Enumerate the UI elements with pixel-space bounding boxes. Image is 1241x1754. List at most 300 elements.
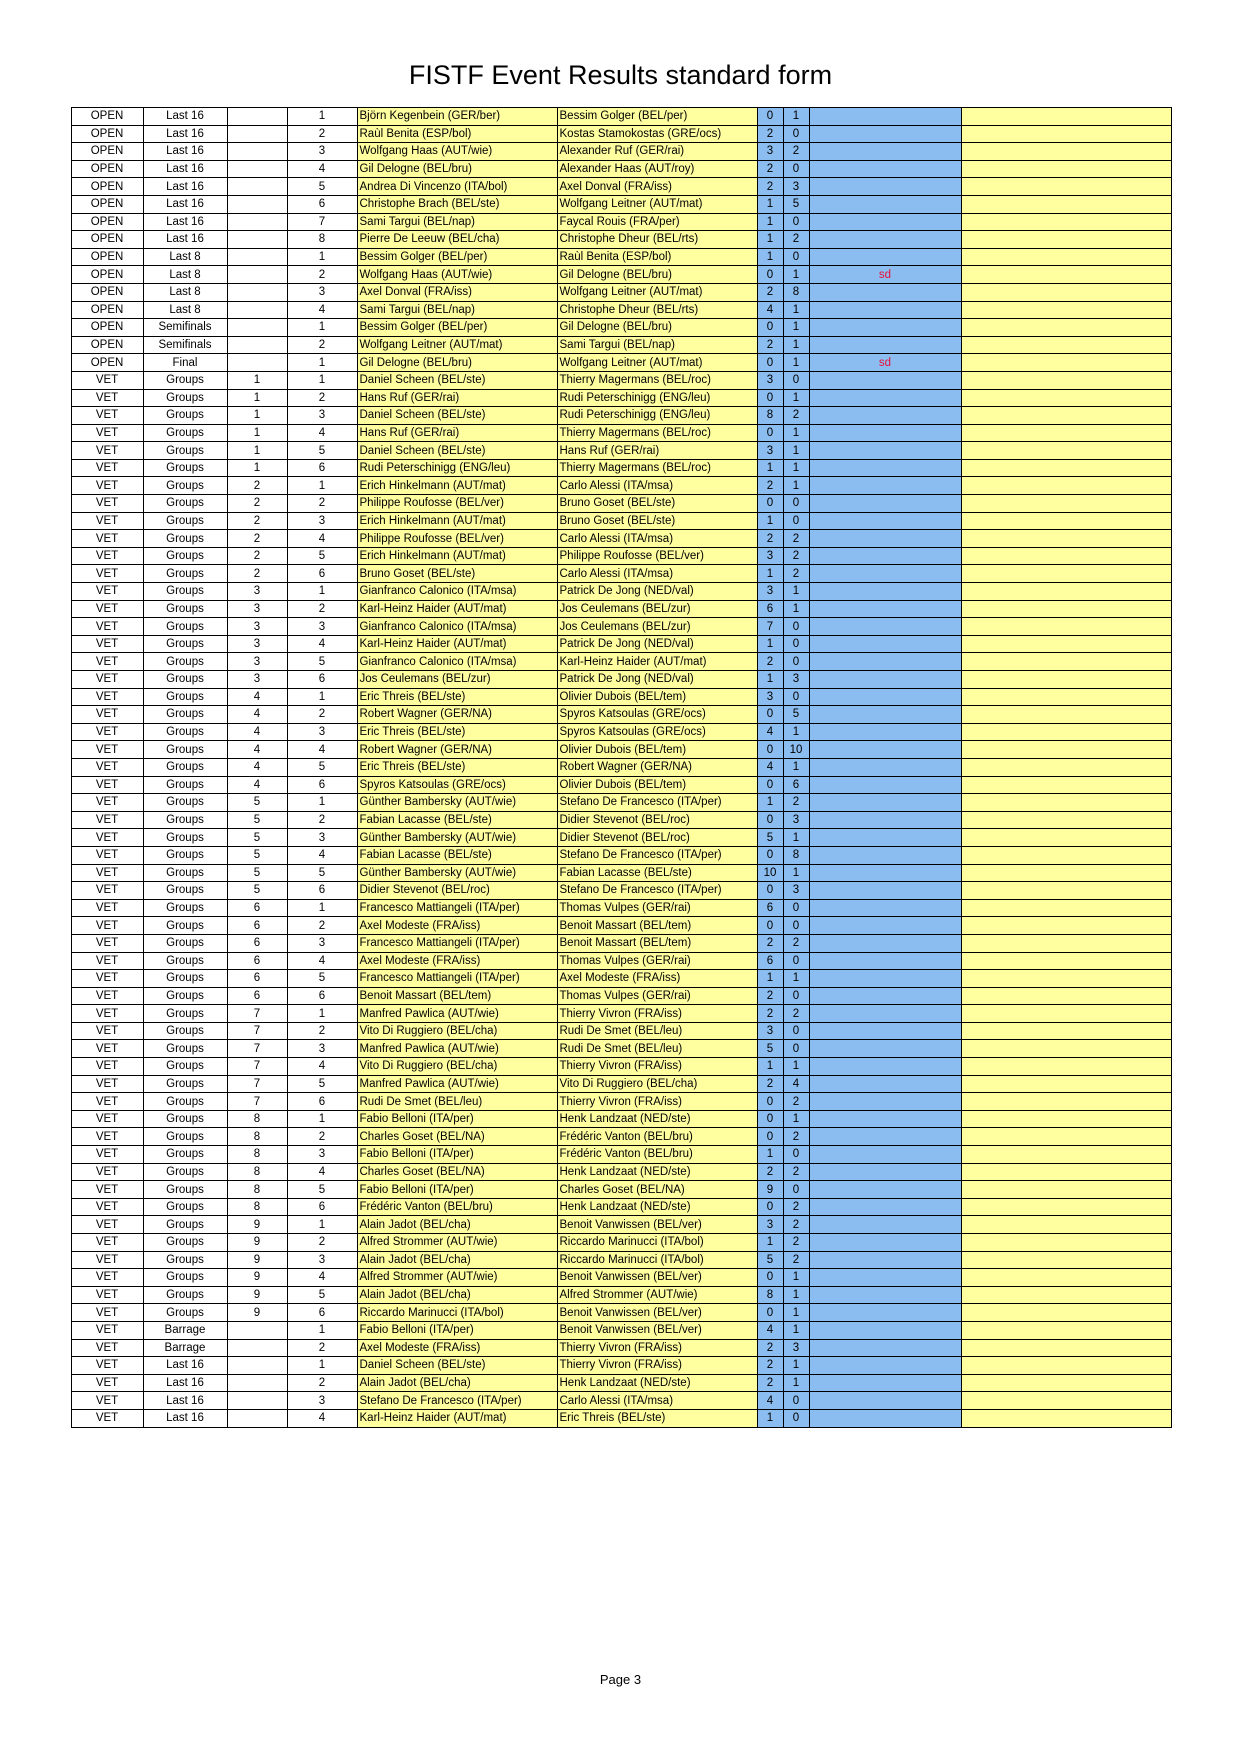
cell-score-two: 0 bbox=[783, 495, 809, 513]
table-row bbox=[71, 389, 1171, 407]
cell-score-one: 6 bbox=[757, 952, 783, 970]
cell-match: 4 bbox=[287, 301, 357, 319]
cell-score-two: 2 bbox=[783, 934, 809, 952]
cell-player-two: Henk Landzaat (NED/ste) bbox=[557, 1374, 757, 1392]
cell-extra bbox=[961, 1251, 1171, 1269]
cell-extra bbox=[961, 934, 1171, 952]
table-row bbox=[71, 442, 1171, 460]
cell-match: 4 bbox=[287, 952, 357, 970]
table-row bbox=[71, 600, 1171, 618]
cell-round: Groups bbox=[143, 917, 227, 935]
cell-score-one: 1 bbox=[757, 459, 783, 477]
cell-note bbox=[809, 213, 961, 231]
table-row bbox=[71, 1128, 1171, 1146]
cell-player-two: Charles Goset (BEL/NA) bbox=[557, 1181, 757, 1199]
cell-category: VET bbox=[71, 758, 143, 776]
cell-extra bbox=[961, 283, 1171, 301]
cell-round: Groups bbox=[143, 407, 227, 425]
cell-note bbox=[809, 987, 961, 1005]
cell-note bbox=[809, 108, 961, 126]
cell-player-one: Francesco Mattiangeli (ITA/per) bbox=[357, 970, 557, 988]
cell-score-one: 0 bbox=[757, 741, 783, 759]
table-row bbox=[71, 1392, 1171, 1410]
cell-player-one: Fabian Lacasse (BEL/ste) bbox=[357, 846, 557, 864]
cell-note bbox=[809, 1022, 961, 1040]
cell-group: 8 bbox=[227, 1163, 287, 1181]
cell-player-two: Bessim Golger (BEL/per) bbox=[557, 108, 757, 126]
cell-extra bbox=[961, 1304, 1171, 1322]
cell-category: VET bbox=[71, 653, 143, 671]
cell-extra bbox=[961, 758, 1171, 776]
cell-round: Groups bbox=[143, 882, 227, 900]
cell-group bbox=[227, 354, 287, 372]
cell-group: 5 bbox=[227, 829, 287, 847]
cell-player-one: Manfred Pawlica (AUT/wie) bbox=[357, 1040, 557, 1058]
cell-category: OPEN bbox=[71, 213, 143, 231]
cell-extra bbox=[961, 195, 1171, 213]
cell-score-one: 0 bbox=[757, 1304, 783, 1322]
cell-extra bbox=[961, 565, 1171, 583]
cell-player-two: Olivier Dubois (BEL/tem) bbox=[557, 688, 757, 706]
cell-player-two: Thierry Vivron (FRA/iss) bbox=[557, 1339, 757, 1357]
cell-score-two: 1 bbox=[783, 424, 809, 442]
cell-group: 4 bbox=[227, 758, 287, 776]
cell-player-two: Spyros Katsoulas (GRE/ocs) bbox=[557, 706, 757, 724]
cell-group: 4 bbox=[227, 723, 287, 741]
cell-player-one: Didier Stevenot (BEL/roc) bbox=[357, 882, 557, 900]
cell-score-one: 5 bbox=[757, 1251, 783, 1269]
cell-extra bbox=[961, 1058, 1171, 1076]
cell-score-two: 2 bbox=[783, 1005, 809, 1023]
cell-extra bbox=[961, 741, 1171, 759]
cell-category: VET bbox=[71, 635, 143, 653]
cell-category: VET bbox=[71, 1058, 143, 1076]
cell-group bbox=[227, 319, 287, 337]
cell-score-two: 2 bbox=[783, 1216, 809, 1234]
cell-player-two: Patrick De Jong (NED/val) bbox=[557, 635, 757, 653]
table-row bbox=[71, 583, 1171, 601]
cell-score-two: 1 bbox=[783, 1374, 809, 1392]
cell-group: 2 bbox=[227, 530, 287, 548]
table-row bbox=[71, 618, 1171, 636]
cell-category: VET bbox=[71, 389, 143, 407]
cell-score-two: 8 bbox=[783, 283, 809, 301]
cell-player-one: Wolfgang Haas (AUT/wie) bbox=[357, 143, 557, 161]
cell-note bbox=[809, 301, 961, 319]
cell-match: 1 bbox=[287, 1357, 357, 1375]
cell-category: OPEN bbox=[71, 108, 143, 126]
cell-score-one: 1 bbox=[757, 1058, 783, 1076]
cell-score-one: 1 bbox=[757, 970, 783, 988]
cell-category: OPEN bbox=[71, 354, 143, 372]
cell-player-one: Robert Wagner (GER/NA) bbox=[357, 741, 557, 759]
cell-group bbox=[227, 1409, 287, 1427]
cell-score-two: 0 bbox=[783, 125, 809, 143]
cell-group: 5 bbox=[227, 846, 287, 864]
cell-round: Groups bbox=[143, 1005, 227, 1023]
cell-score-one: 0 bbox=[757, 495, 783, 513]
cell-round: Semifinals bbox=[143, 319, 227, 337]
cell-category: VET bbox=[71, 829, 143, 847]
cell-score-two: 1 bbox=[783, 1058, 809, 1076]
cell-category: VET bbox=[71, 811, 143, 829]
table-row bbox=[71, 741, 1171, 759]
table-row bbox=[71, 952, 1171, 970]
cell-score-two: 5 bbox=[783, 706, 809, 724]
cell-extra bbox=[961, 1146, 1171, 1164]
cell-note bbox=[809, 231, 961, 249]
cell-match: 5 bbox=[287, 547, 357, 565]
cell-player-one: Charles Goset (BEL/NA) bbox=[357, 1128, 557, 1146]
table-row bbox=[71, 248, 1171, 266]
cell-player-one: Sami Targui (BEL/nap) bbox=[357, 213, 557, 231]
cell-group: 1 bbox=[227, 424, 287, 442]
cell-player-two: Spyros Katsoulas (GRE/ocs) bbox=[557, 723, 757, 741]
cell-round: Groups bbox=[143, 424, 227, 442]
cell-round: Groups bbox=[143, 688, 227, 706]
cell-score-one: 3 bbox=[757, 688, 783, 706]
cell-player-two: Carlo Alessi (ITA/msa) bbox=[557, 1392, 757, 1410]
cell-round: Groups bbox=[143, 723, 227, 741]
cell-category: OPEN bbox=[71, 125, 143, 143]
cell-group bbox=[227, 160, 287, 178]
cell-note bbox=[809, 794, 961, 812]
cell-score-two: 0 bbox=[783, 1392, 809, 1410]
cell-category: VET bbox=[71, 1286, 143, 1304]
cell-match: 5 bbox=[287, 1286, 357, 1304]
cell-extra bbox=[961, 706, 1171, 724]
cell-score-two: 1 bbox=[783, 336, 809, 354]
cell-match: 4 bbox=[287, 846, 357, 864]
cell-category: VET bbox=[71, 530, 143, 548]
cell-player-one: Daniel Scheen (BEL/ste) bbox=[357, 442, 557, 460]
cell-score-two: 1 bbox=[783, 301, 809, 319]
table-row bbox=[71, 1110, 1171, 1128]
cell-round: Groups bbox=[143, 758, 227, 776]
cell-round: Last 16 bbox=[143, 1409, 227, 1427]
cell-score-two: 2 bbox=[783, 1128, 809, 1146]
cell-match: 2 bbox=[287, 1022, 357, 1040]
cell-score-one: 0 bbox=[757, 846, 783, 864]
cell-match: 6 bbox=[287, 1093, 357, 1111]
table-row bbox=[71, 776, 1171, 794]
table-row bbox=[71, 1374, 1171, 1392]
cell-match: 2 bbox=[287, 917, 357, 935]
cell-player-two: Thierry Vivron (FRA/iss) bbox=[557, 1357, 757, 1375]
cell-score-two: 0 bbox=[783, 1040, 809, 1058]
cell-player-one: Bessim Golger (BEL/per) bbox=[357, 248, 557, 266]
cell-note bbox=[809, 1146, 961, 1164]
cell-note bbox=[809, 1128, 961, 1146]
cell-round: Last 16 bbox=[143, 143, 227, 161]
cell-category: VET bbox=[71, 477, 143, 495]
table-row bbox=[71, 1286, 1171, 1304]
cell-group: 7 bbox=[227, 1040, 287, 1058]
cell-player-one: Günther Bambersky (AUT/wie) bbox=[357, 794, 557, 812]
cell-player-one: Pierre De Leeuw (BEL/cha) bbox=[357, 231, 557, 249]
cell-player-two: Vito Di Ruggiero (BEL/cha) bbox=[557, 1075, 757, 1093]
cell-group: 9 bbox=[227, 1251, 287, 1269]
cell-score-two: 6 bbox=[783, 776, 809, 794]
table-row bbox=[71, 1304, 1171, 1322]
table-row bbox=[71, 829, 1171, 847]
cell-score-two: 1 bbox=[783, 723, 809, 741]
cell-extra bbox=[961, 952, 1171, 970]
cell-score-one: 4 bbox=[757, 758, 783, 776]
cell-player-one: Charles Goset (BEL/NA) bbox=[357, 1163, 557, 1181]
cell-category: VET bbox=[71, 424, 143, 442]
cell-player-one: Benoit Massart (BEL/tem) bbox=[357, 987, 557, 1005]
cell-group: 9 bbox=[227, 1234, 287, 1252]
cell-match: 6 bbox=[287, 459, 357, 477]
cell-player-two: Olivier Dubois (BEL/tem) bbox=[557, 741, 757, 759]
cell-player-two: Patrick De Jong (NED/val) bbox=[557, 583, 757, 601]
cell-player-two: Jos Ceulemans (BEL/zur) bbox=[557, 618, 757, 636]
cell-player-two: Riccardo Marinucci (ITA/bol) bbox=[557, 1234, 757, 1252]
cell-group: 9 bbox=[227, 1286, 287, 1304]
cell-round: Last 16 bbox=[143, 195, 227, 213]
cell-player-two: Alexander Haas (AUT/roy) bbox=[557, 160, 757, 178]
cell-score-two: 1 bbox=[783, 829, 809, 847]
table-row bbox=[71, 846, 1171, 864]
cell-score-one: 2 bbox=[757, 1339, 783, 1357]
cell-note bbox=[809, 618, 961, 636]
cell-match: 1 bbox=[287, 1005, 357, 1023]
cell-round: Groups bbox=[143, 934, 227, 952]
cell-player-two: Carlo Alessi (ITA/msa) bbox=[557, 530, 757, 548]
cell-player-two: Thierry Magermans (BEL/roc) bbox=[557, 459, 757, 477]
cell-group bbox=[227, 301, 287, 319]
cell-round: Groups bbox=[143, 547, 227, 565]
cell-player-one: Frédéric Vanton (BEL/bru) bbox=[357, 1198, 557, 1216]
table-row bbox=[71, 1251, 1171, 1269]
cell-score-one: 0 bbox=[757, 1198, 783, 1216]
cell-group: 7 bbox=[227, 1075, 287, 1093]
cell-score-two: 2 bbox=[783, 794, 809, 812]
cell-player-one: Philippe Roufosse (BEL/ver) bbox=[357, 530, 557, 548]
cell-extra bbox=[961, 1409, 1171, 1427]
cell-score-one: 2 bbox=[757, 178, 783, 196]
cell-match: 1 bbox=[287, 108, 357, 126]
cell-player-one: Gil Delogne (BEL/bru) bbox=[357, 160, 557, 178]
cell-score-two: 2 bbox=[783, 407, 809, 425]
cell-score-two: 1 bbox=[783, 1286, 809, 1304]
cell-extra bbox=[961, 301, 1171, 319]
table-row bbox=[71, 424, 1171, 442]
cell-score-two: 3 bbox=[783, 811, 809, 829]
cell-score-one: 6 bbox=[757, 600, 783, 618]
cell-group bbox=[227, 1339, 287, 1357]
cell-category: VET bbox=[71, 934, 143, 952]
cell-score-one: 2 bbox=[757, 530, 783, 548]
cell-group: 3 bbox=[227, 583, 287, 601]
cell-note bbox=[809, 1409, 961, 1427]
cell-player-one: Karl-Heinz Haider (AUT/mat) bbox=[357, 1409, 557, 1427]
table-row bbox=[71, 723, 1171, 741]
cell-player-one: Alfred Strommer (AUT/wie) bbox=[357, 1269, 557, 1287]
cell-category: VET bbox=[71, 1110, 143, 1128]
cell-group: 8 bbox=[227, 1198, 287, 1216]
cell-player-two: Alexander Ruf (GER/rai) bbox=[557, 143, 757, 161]
cell-category: VET bbox=[71, 671, 143, 689]
cell-score-two: 0 bbox=[783, 160, 809, 178]
cell-match: 4 bbox=[287, 741, 357, 759]
cell-note bbox=[809, 125, 961, 143]
cell-match: 1 bbox=[287, 354, 357, 372]
cell-category: VET bbox=[71, 1251, 143, 1269]
cell-score-one: 0 bbox=[757, 108, 783, 126]
cell-extra bbox=[961, 776, 1171, 794]
table-row bbox=[71, 213, 1171, 231]
table-row bbox=[71, 635, 1171, 653]
cell-match: 2 bbox=[287, 266, 357, 284]
cell-match: 1 bbox=[287, 1216, 357, 1234]
cell-player-one: Erich Hinkelmann (AUT/mat) bbox=[357, 547, 557, 565]
cell-extra bbox=[961, 547, 1171, 565]
cell-round: Groups bbox=[143, 1146, 227, 1164]
cell-player-one: Eric Threis (BEL/ste) bbox=[357, 723, 557, 741]
cell-extra bbox=[961, 1022, 1171, 1040]
cell-player-one: Rudi De Smet (BEL/leu) bbox=[357, 1093, 557, 1111]
cell-player-one: Hans Ruf (GER/rai) bbox=[357, 389, 557, 407]
cell-extra bbox=[961, 1040, 1171, 1058]
cell-match: 7 bbox=[287, 213, 357, 231]
cell-note bbox=[809, 424, 961, 442]
cell-round: Groups bbox=[143, 741, 227, 759]
cell-match: 4 bbox=[287, 1058, 357, 1076]
cell-player-two: Rudi De Smet (BEL/leu) bbox=[557, 1040, 757, 1058]
cell-category: VET bbox=[71, 1269, 143, 1287]
cell-note bbox=[809, 671, 961, 689]
cell-match: 2 bbox=[287, 495, 357, 513]
cell-extra bbox=[961, 512, 1171, 530]
cell-extra bbox=[961, 371, 1171, 389]
cell-category: OPEN bbox=[71, 266, 143, 284]
cell-player-one: Günther Bambersky (AUT/wie) bbox=[357, 864, 557, 882]
cell-group: 5 bbox=[227, 811, 287, 829]
table-row bbox=[71, 1005, 1171, 1023]
cell-score-two: 0 bbox=[783, 618, 809, 636]
cell-player-two: Gil Delogne (BEL/bru) bbox=[557, 319, 757, 337]
cell-note bbox=[809, 1040, 961, 1058]
cell-round: Barrage bbox=[143, 1321, 227, 1339]
cell-round: Groups bbox=[143, 512, 227, 530]
cell-group bbox=[227, 266, 287, 284]
cell-player-two: Hans Ruf (GER/rai) bbox=[557, 442, 757, 460]
cell-match: 6 bbox=[287, 882, 357, 900]
cell-score-two: 0 bbox=[783, 1146, 809, 1164]
cell-note bbox=[809, 1286, 961, 1304]
cell-round: Last 16 bbox=[143, 231, 227, 249]
cell-score-two: 1 bbox=[783, 108, 809, 126]
table-row bbox=[71, 407, 1171, 425]
cell-category: VET bbox=[71, 1005, 143, 1023]
cell-category: VET bbox=[71, 864, 143, 882]
cell-player-one: Daniel Scheen (BEL/ste) bbox=[357, 371, 557, 389]
cell-score-two: 1 bbox=[783, 970, 809, 988]
cell-category: VET bbox=[71, 1339, 143, 1357]
cell-match: 2 bbox=[287, 706, 357, 724]
cell-match: 2 bbox=[287, 389, 357, 407]
cell-player-one: Francesco Mattiangeli (ITA/per) bbox=[357, 934, 557, 952]
cell-note bbox=[809, 688, 961, 706]
cell-category: VET bbox=[71, 1163, 143, 1181]
cell-note bbox=[809, 565, 961, 583]
cell-player-one: Alain Jadot (BEL/cha) bbox=[357, 1216, 557, 1234]
cell-round: Groups bbox=[143, 864, 227, 882]
cell-match: 1 bbox=[287, 371, 357, 389]
cell-extra bbox=[961, 618, 1171, 636]
cell-player-two: Thierry Vivron (FRA/iss) bbox=[557, 1058, 757, 1076]
cell-player-two: Henk Landzaat (NED/ste) bbox=[557, 1163, 757, 1181]
cell-note bbox=[809, 1198, 961, 1216]
cell-score-one: 9 bbox=[757, 1181, 783, 1199]
cell-extra bbox=[961, 917, 1171, 935]
cell-score-two: 1 bbox=[783, 477, 809, 495]
cell-extra bbox=[961, 178, 1171, 196]
cell-category: VET bbox=[71, 1216, 143, 1234]
cell-player-one: Riccardo Marinucci (ITA/bol) bbox=[357, 1304, 557, 1322]
cell-player-two: Christophe Dheur (BEL/rts) bbox=[557, 301, 757, 319]
cell-score-one: 1 bbox=[757, 1409, 783, 1427]
cell-round: Groups bbox=[143, 987, 227, 1005]
cell-note bbox=[809, 653, 961, 671]
cell-round: Last 16 bbox=[143, 1392, 227, 1410]
cell-score-two: 1 bbox=[783, 1110, 809, 1128]
cell-category: VET bbox=[71, 565, 143, 583]
cell-note bbox=[809, 600, 961, 618]
cell-group bbox=[227, 143, 287, 161]
cell-score-one: 7 bbox=[757, 618, 783, 636]
cell-note bbox=[809, 1216, 961, 1234]
cell-score-one: 0 bbox=[757, 776, 783, 794]
cell-note bbox=[809, 635, 961, 653]
cell-score-one: 0 bbox=[757, 1110, 783, 1128]
cell-score-one: 0 bbox=[757, 266, 783, 284]
cell-player-two: Benoit Massart (BEL/tem) bbox=[557, 934, 757, 952]
cell-note: sd bbox=[809, 354, 961, 372]
cell-score-two: 2 bbox=[783, 1251, 809, 1269]
cell-note bbox=[809, 882, 961, 900]
cell-group: 7 bbox=[227, 1005, 287, 1023]
cell-player-one: Daniel Scheen (BEL/ste) bbox=[357, 407, 557, 425]
cell-note bbox=[809, 389, 961, 407]
cell-round: Groups bbox=[143, 618, 227, 636]
cell-match: 5 bbox=[287, 1181, 357, 1199]
cell-player-one: Rudi Peterschinigg (ENG/leu) bbox=[357, 459, 557, 477]
cell-group: 4 bbox=[227, 688, 287, 706]
cell-round: Groups bbox=[143, 583, 227, 601]
cell-extra bbox=[961, 671, 1171, 689]
cell-player-two: Faycal Rouis (FRA/per) bbox=[557, 213, 757, 231]
cell-round: Last 8 bbox=[143, 248, 227, 266]
table-row bbox=[71, 794, 1171, 812]
cell-group bbox=[227, 336, 287, 354]
cell-group: 8 bbox=[227, 1128, 287, 1146]
table-row bbox=[71, 547, 1171, 565]
cell-note bbox=[809, 846, 961, 864]
cell-score-one: 1 bbox=[757, 671, 783, 689]
cell-player-two: Olivier Dubois (BEL/tem) bbox=[557, 776, 757, 794]
cell-score-one: 4 bbox=[757, 723, 783, 741]
cell-note bbox=[809, 178, 961, 196]
cell-score-one: 2 bbox=[757, 987, 783, 1005]
cell-round: Groups bbox=[143, 952, 227, 970]
cell-match: 1 bbox=[287, 899, 357, 917]
cell-extra bbox=[961, 864, 1171, 882]
cell-extra bbox=[961, 987, 1171, 1005]
cell-player-two: Thomas Vulpes (GER/rai) bbox=[557, 952, 757, 970]
